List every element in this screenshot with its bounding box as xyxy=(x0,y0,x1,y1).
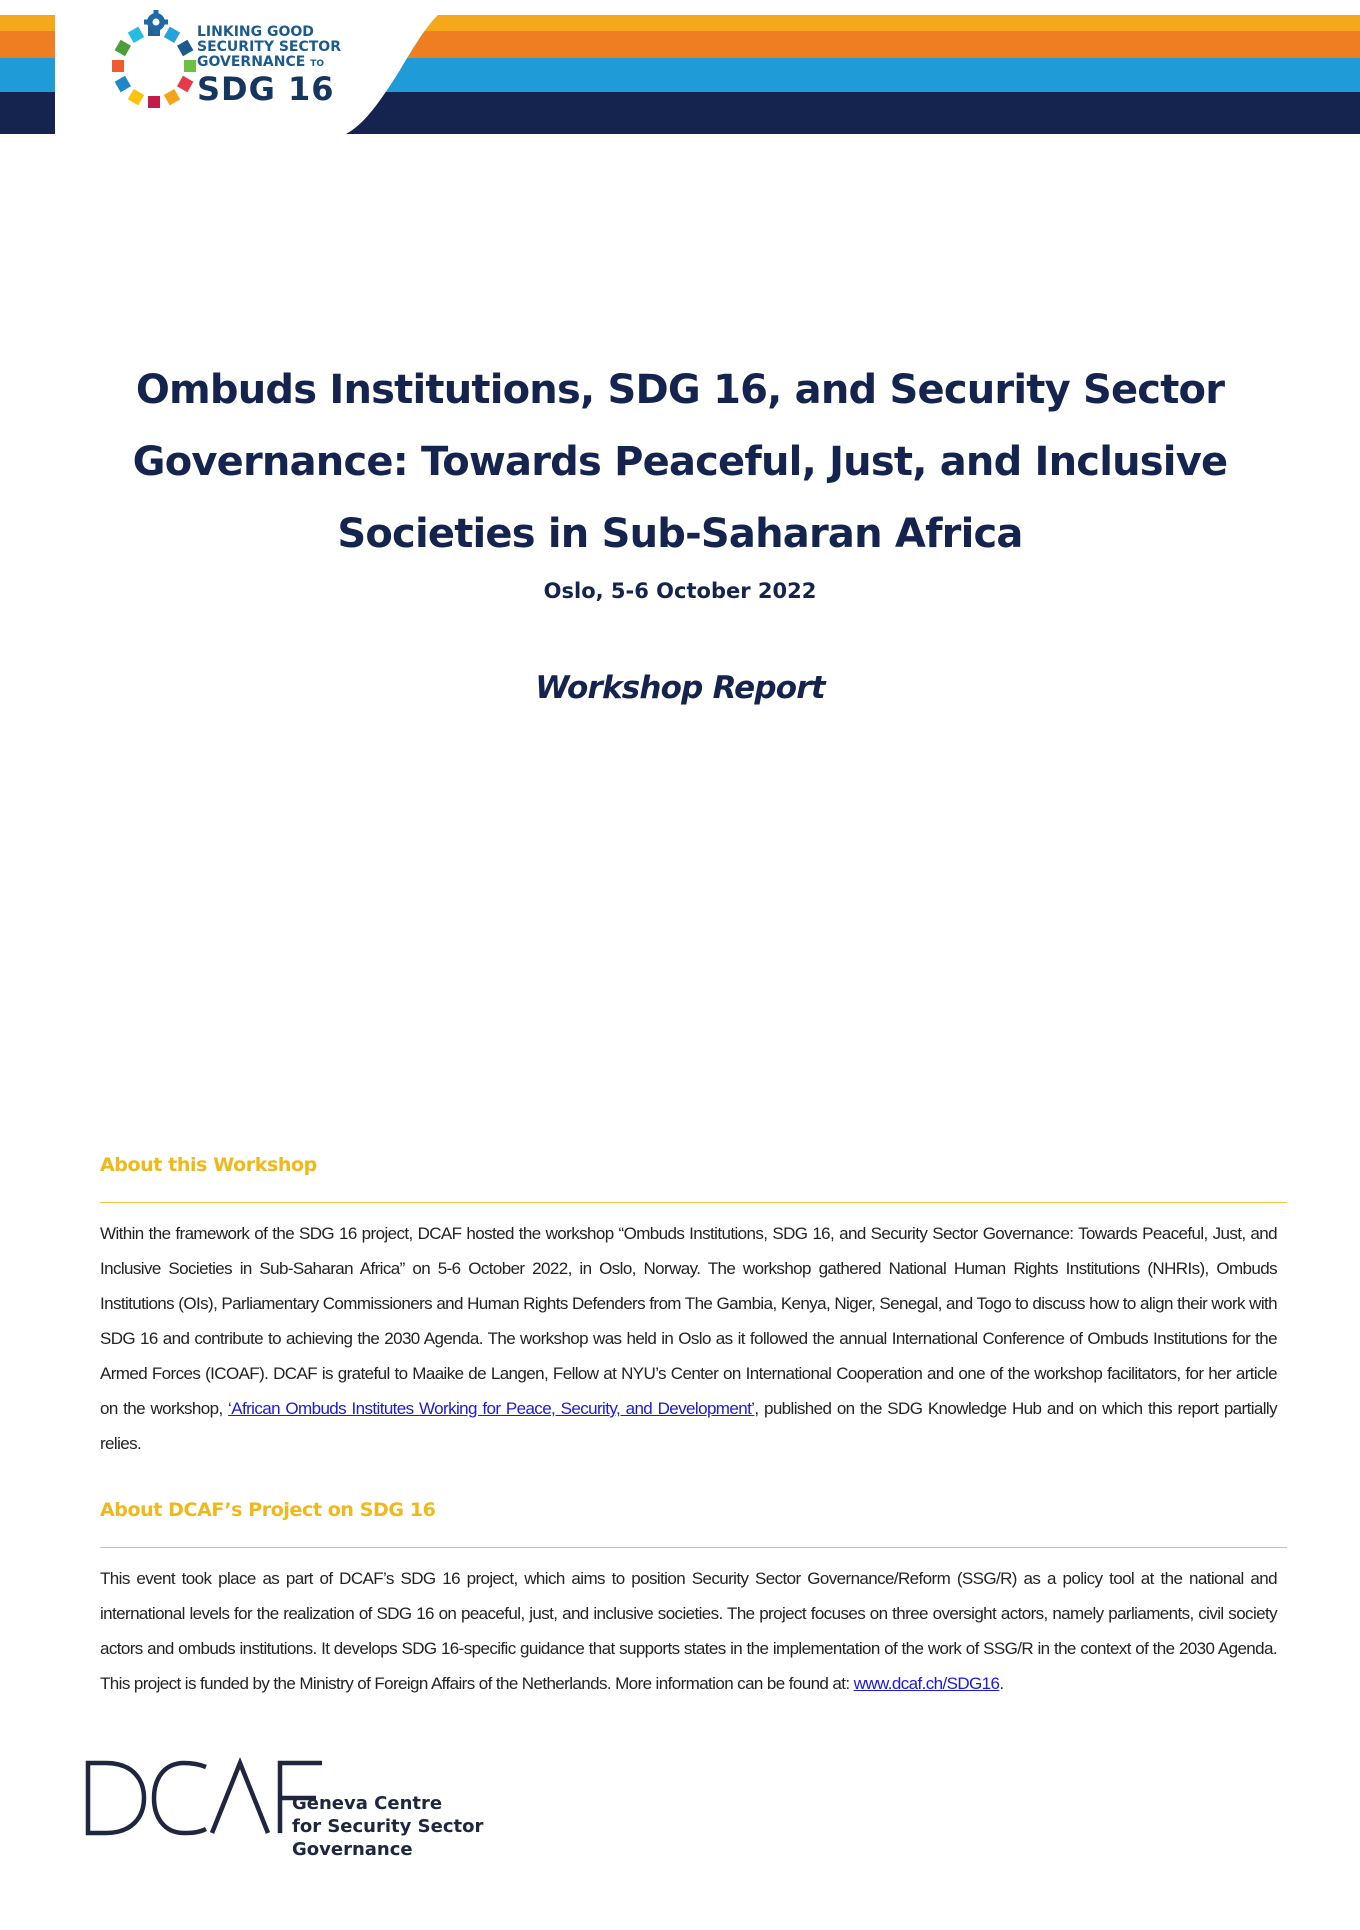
dcaf-sdg16-link[interactable]: www.dcaf.ch/SDG16 xyxy=(853,1674,1000,1693)
title-block xyxy=(100,354,1260,606)
logo-line-2: SECURITY SECTOR xyxy=(197,39,341,55)
about-project-heading: About DCAF’s Project on SDG 16 xyxy=(100,1499,436,1521)
location-date: Oslo, 5-6 October 2022 xyxy=(543,579,817,603)
about-project-body: This event took place as part of DCAF’s SDG 16 project, which aims to position Security Sector Governance/Reform (SSG/R) as a policy tool at the national and international levels for the realization of SDG 16 on peaceful, just, and inclusive societies. The project focuses on three oversight actors, namely parliaments, civil society actors and ombuds institutions. It develops SDG 16-specific guidance that supports states in the implementation of the work of SSG/R in the context of the 2030 Agenda. This project is funded by the Ministry of Foreign Affairs of the Netherlands. More information can be found at: xyxy=(100,1569,1277,1693)
about-workshop-body: Within the framework of the SDG 16 project, DCAF hosted the workshop “Ombuds Institutions, SDG 16, and Security Sector Governance: Towards Peaceful, Just, and Inclusive Societies in Sub-Saharan Africa” on 5-6 October 2022, in Oslo, Norway. The workshop gathered National Human Rights Institutions (NHRIs), Ombuds Institutions (OIs), Parliamentary Commissioners and Human Rights Defenders from The Gambia, Kenya, Niger, Senegal, and Togo to discuss how to align their work with SDG 16 and contribute to achieving the 2030 Agenda. The workshop was held in Oslo as it followed the annual International Conference of Ombuds Institutions for the Armed Forces (ICOAF). DCAF is grateful to Maaike de Langen, Fellow at NYU’s Center on International Cooperation and one of the workshop facilitators, for her article on the workshop, xyxy=(100,1224,1277,1418)
dcaf-org-line-1: Geneva Centre xyxy=(292,1793,443,1814)
logo-line-1: LINKING GOOD xyxy=(197,24,314,40)
title-line-1: Ombuds Institutions, SDG 16, and Security Sector xyxy=(135,367,1225,413)
dcaf-org-line-2: for Security Sector xyxy=(292,1816,484,1837)
title-line-2: Governance: Towards Peaceful, Just, and Inclusive xyxy=(132,439,1228,485)
section-divider xyxy=(100,1547,1287,1548)
logo-line-3-text: GOVERNANCE xyxy=(197,54,306,70)
about-workshop-body-end: , published on the SDG Knowledge Hub and on which this report partially relies. xyxy=(100,1399,1277,1453)
report-type: Workshop Report xyxy=(535,670,825,706)
about-project-body-end: . xyxy=(999,1674,1004,1693)
title-line-3: Societies in Sub-Saharan Africa xyxy=(337,511,1023,557)
about-workshop-text xyxy=(100,1216,1277,1461)
logo-sdg16: SDG 16 xyxy=(197,70,335,108)
section-divider xyxy=(100,1202,1287,1203)
about-workshop-heading: About this Workshop xyxy=(100,1154,317,1176)
dcaf-org-line-3: Governance xyxy=(292,1839,413,1860)
logo-to: TO xyxy=(310,59,324,69)
dcaf-org-name xyxy=(292,1792,483,1861)
about-project-text xyxy=(100,1561,1277,1701)
document-title xyxy=(100,354,1260,570)
sdg16-logo-text xyxy=(197,25,341,106)
african-ombuds-article-link[interactable]: ‘African Ombuds Institutes Working for Peace, Security, and Development’ xyxy=(228,1399,755,1418)
